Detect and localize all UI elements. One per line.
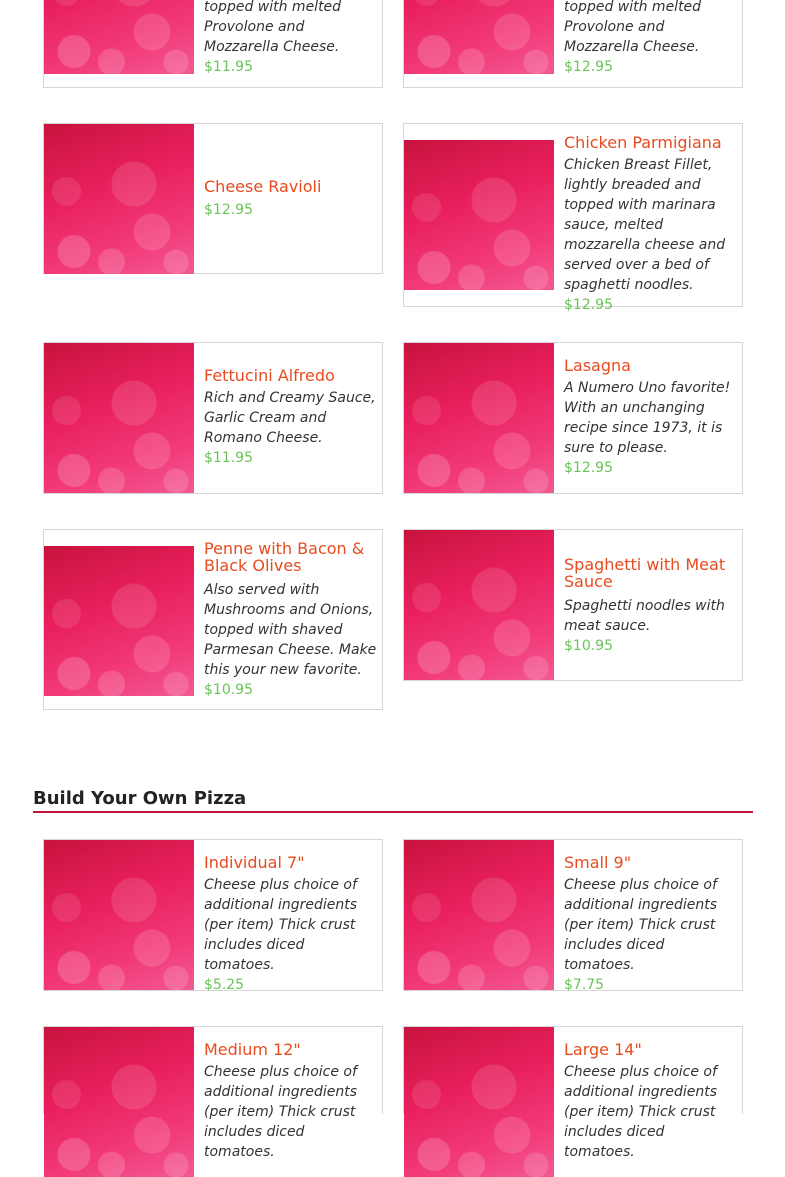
menu-item-card[interactable] [43, 529, 383, 710]
menu-item-price: $7.75 [564, 977, 605, 993]
menu-item-image [404, 140, 554, 290]
menu-item-description: Spaghetti noodles with meat sauce. [564, 598, 725, 634]
menu-item-image [404, 0, 554, 74]
menu-item-card[interactable] [43, 342, 383, 494]
menu-item-description: Cheese plus choice of additional ingredients (per item) Thick crust includes diced tomatoes. [204, 877, 358, 973]
menu-item-image [44, 1027, 194, 1177]
menu-item-price: $10.95 [564, 638, 613, 654]
menu-item-card[interactable] [403, 839, 743, 991]
menu-item-card[interactable] [403, 123, 743, 313]
menu-item-title: Large 14" [564, 1040, 642, 1059]
menu-item-card[interactable] [43, 839, 383, 991]
menu-item-title: Individual 7" [204, 853, 305, 872]
menu-item-description: Rich and Creamy Sauce, Garlic Cream and Romano Cheese. [204, 390, 376, 446]
menu-item-card[interactable] [403, 1026, 743, 1160]
menu-item-title: Small 9" [564, 853, 632, 872]
menu-item-description: topped with melted Provolone and Mozzarella Cheese. [564, 0, 702, 55]
menu-item-image [404, 1027, 554, 1177]
menu-item-card[interactable] [403, 342, 743, 494]
menu-item-card[interactable] [403, 0, 743, 88]
menu-item-price: $11.95 [204, 450, 253, 466]
menu-item-price: $12.95 [564, 59, 613, 75]
menu-item-image [404, 343, 554, 493]
menu-item-image [44, 343, 194, 493]
menu-item-title: Fettucini Alfredo [204, 366, 335, 385]
menu-item-title: Chicken Parmigiana [564, 133, 722, 152]
menu-item-description: A Numero Uno favorite! With an unchanging recipe since 1973, it is sure to please. [564, 380, 731, 456]
menu-item-card[interactable] [43, 123, 383, 274]
menu-item-image [404, 530, 554, 680]
menu-item-description: topped with melted Provolone and Mozzarella Cheese. [204, 0, 342, 55]
menu-item-description: Also served with Mushrooms and Onions, topped with shaved Parmesan Cheese. Make this your new favorite. [204, 582, 377, 678]
menu-item-price: $10.95 [204, 682, 253, 698]
menu-item-price: $11.95 [204, 59, 253, 75]
menu-item-image [44, 546, 194, 696]
menu-item-image [404, 840, 554, 990]
menu-item-description: Cheese plus choice of additional ingredients (per item) Thick crust includes diced tomatoes. [564, 1064, 718, 1160]
menu-item-description: Cheese plus choice of additional ingredients (per item) Thick crust includes diced tomatoes. [564, 877, 718, 973]
section-title-build-your-own-pizza: Build Your Own Pizza [33, 788, 753, 813]
menu-item-title: Spaghetti with Meat Sauce [564, 555, 726, 591]
menu-item-title: Cheese Ravioli [204, 177, 322, 196]
menu-item-title: Penne with Bacon & Black Olives [204, 539, 365, 575]
menu-item-price: $12.95 [204, 202, 253, 218]
menu-item-card[interactable] [403, 529, 743, 681]
menu-item-image [44, 124, 194, 274]
menu-item-description: Chicken Breast Fillet, lightly breaded and topped with marinara sauce, melted mozzarella cheese and served over a bed of spaghetti noodles. [564, 157, 726, 293]
menu-item-card[interactable] [43, 1026, 383, 1160]
menu-item-image [44, 840, 194, 990]
menu-item-title: Medium 12" [204, 1040, 301, 1059]
menu-item-description: Cheese plus choice of additional ingredients (per item) Thick crust includes diced tomatoes. [204, 1064, 358, 1160]
menu-item-price: $12.95 [564, 297, 613, 313]
menu-item-title: Lasagna [564, 356, 631, 375]
menu-item-price: $5.25 [204, 977, 245, 993]
menu-item-image [44, 0, 194, 74]
menu-item-card[interactable] [43, 0, 383, 88]
menu-item-price: $12.95 [564, 460, 613, 476]
